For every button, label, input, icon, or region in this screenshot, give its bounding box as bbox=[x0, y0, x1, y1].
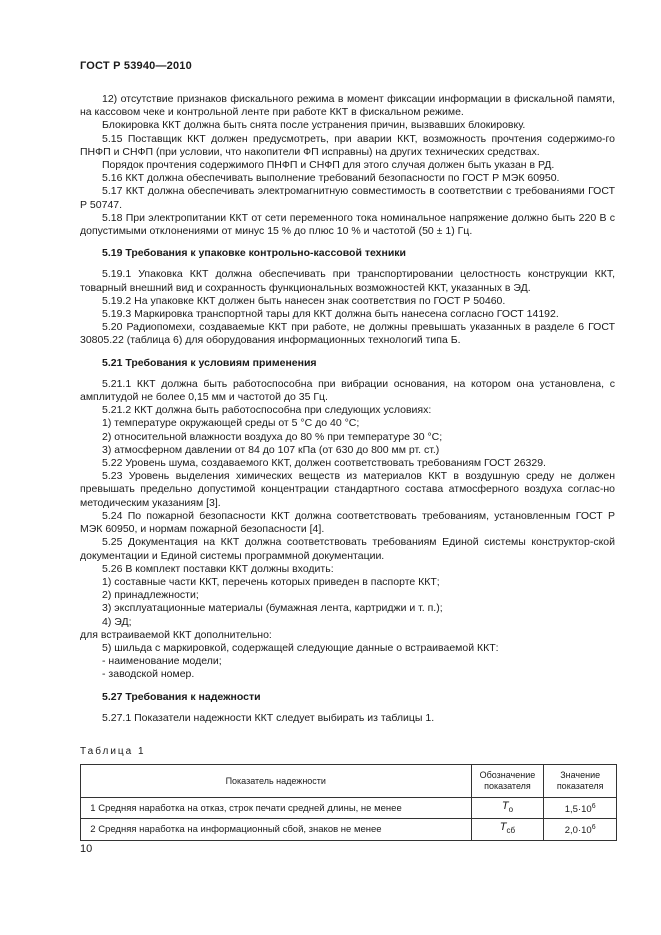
column-header: Показатель надежности bbox=[81, 765, 472, 798]
table-header-row bbox=[81, 765, 617, 798]
table-row bbox=[81, 798, 617, 819]
table-cell-value bbox=[544, 819, 617, 840]
list-item: 3) атмосферном давлении от 84 до 107 кПа (от 630 до 800 мм рт. ст.) bbox=[102, 443, 440, 456]
list-item: 1) температуре окружающей среды от 5 °С до 40 °С; bbox=[102, 417, 360, 430]
paragraph: 5.21.1 ККТ должна быть работоспособна при вибрации основания, на котором она установлена, с амплитудой не более 0,15 мм и частотой до 35 Гц. bbox=[80, 377, 615, 404]
table-caption: Таблица 1 bbox=[80, 745, 146, 757]
paragraph: 5.19.2 На упаковке ККТ должен быть нанесен знак соответствия по ГОСТ Р 50460. bbox=[102, 294, 506, 307]
list-item: 4) ЭД; bbox=[102, 615, 132, 628]
list-item: 1) составные части ККТ, перечень которых приведен в паспорте ККТ; bbox=[102, 575, 440, 588]
paragraph: 5.20 Радиопомехи, создаваемые ККТ при работе, не должны превышать указанных в разделе 6 ГОСТ 30805.22 (таблица 6) для оборудования информационных технологий типа Б. bbox=[80, 321, 615, 347]
page-header: ГОСТ Р 53940—2010 bbox=[80, 60, 192, 72]
reliability-table bbox=[80, 764, 617, 840]
paragraph: 5.19.3 Маркировка транспортной тары для ККТ должна быть нанесена согласно ГОСТ 14192. bbox=[102, 308, 559, 321]
page-number: 10 bbox=[80, 843, 93, 855]
section-heading: 5.27 Требования к надежности bbox=[102, 690, 261, 703]
section-heading: 5.19 Требования к упаковке контрольно-кассовой техники bbox=[102, 247, 407, 260]
paragraph: для встраиваемой ККТ дополнительно: bbox=[80, 628, 272, 641]
paragraph: 5.19.1 Упаковка ККТ должна обеспечивать при транспортировании целостность конструкции ККТ, товарный внешний вид и сохранность функциональных возможностей ККТ, указанных в ЭД. bbox=[80, 268, 615, 294]
column-header: Значение показателя bbox=[544, 765, 617, 798]
value: 1,5·10 bbox=[564, 804, 592, 816]
value: 2,0·10 bbox=[564, 825, 592, 837]
table-cell-value bbox=[544, 798, 617, 819]
paragraph: 5.25 Документация на ККТ должна соответствовать требованиям Единой системы конструктор-ской документации и Единой системы программной документации. bbox=[80, 536, 615, 562]
section-heading: 5.21 Требования к условиям применения bbox=[102, 356, 317, 369]
paragraph: 5.17 ККТ должна обеспечивать электромагнитную совместимость в соответствии с требованиями ГОСТ Р 50747. bbox=[80, 185, 615, 211]
paragraph: 5.23 Уровень выделения химических веществ из материалов ККТ в воздушную среду не должен превышать предельно допустимой концентрации стандартного состава атмосферного воздуха соглас-но методическим указаниям [3]. bbox=[80, 470, 615, 509]
paragraph: 5.27.1 Показатели надежности ККТ следует выбирать из таблицы 1. bbox=[102, 711, 435, 724]
list-item: 2) относительной влажности воздуха до 80 % при температуре 30 °С; bbox=[102, 430, 443, 443]
list-item: 5) шильда с маркировкой, содержащей следующие данные о встраиваемой ККТ: bbox=[102, 641, 499, 654]
list-item: 3) эксплуатационные материалы (бумажная лента, картриджи и т. п.); bbox=[102, 602, 443, 615]
list-item: 2) принадлежности; bbox=[102, 589, 199, 602]
table-cell-symbol bbox=[471, 798, 544, 819]
symbol-subscript: сб bbox=[506, 826, 516, 836]
value-exponent: 6 bbox=[591, 824, 596, 832]
list-item: - наименование модели; bbox=[102, 655, 222, 668]
paragraph: Порядок прочтения содержимого ПНФП и СНФП для этого случая должен быть указан в РД. bbox=[102, 159, 555, 172]
symbol: T bbox=[499, 821, 507, 834]
paragraph: Блокировка ККТ должна быть снята после устранения причин, вызвавших блокировку. bbox=[102, 119, 526, 132]
row-label: 2 Средняя наработка на информационный сбой, знаков не менее bbox=[90, 823, 382, 835]
paragraph: 5.18 При электропитании ККТ от сети переменного тока номинальное напряжение должно быть 220 В с допустимыми отклонениями от минус 15 % до плюс 10 % и частотой (50 ± 1) Гц. bbox=[80, 211, 615, 238]
row-label: 1 Средняя наработка на отказ, строк печати средней длины, не менее bbox=[90, 802, 402, 814]
page-content bbox=[80, 93, 615, 841]
symbol: T bbox=[501, 800, 509, 813]
paragraph: 12) отсутствие признаков фискального режима в момент фиксации информации в фискальной памяти, на кассовом чеке и контрольной ленте при работе ККТ в фискальном режиме. bbox=[80, 93, 615, 119]
paragraph: 5.21.2 ККТ должна быть работоспособна при следующих условиях: bbox=[102, 404, 432, 417]
paragraph: 5.22 Уровень шума, создаваемого ККТ, должен соответствовать требованиям ГОСТ 26329. bbox=[102, 457, 546, 470]
table-cell-label bbox=[81, 819, 472, 840]
paragraph: 5.15 Поставщик ККТ должен предусмотреть, при аварии ККТ, возможность прочтения содержимо-го ПНФП и СНФП (при условии, что накопители ФП исправны) на других технических средствах. bbox=[80, 132, 615, 158]
table-row bbox=[81, 819, 617, 840]
paragraph: 5.16 ККТ должна обеспечивать выполнение требований безопасности по ГОСТ Р МЭК 60950. bbox=[102, 172, 560, 185]
paragraph: 5.24 По пожарной безопасности ККТ должна соответствовать требованиям, установленным ГОСТ Р МЭК 60950, и нормам пожарной безопасности [4]. bbox=[80, 509, 615, 536]
symbol-subscript: о bbox=[508, 805, 514, 815]
list-item: - заводской номер. bbox=[102, 668, 195, 681]
value-exponent: 6 bbox=[591, 803, 596, 811]
table-cell-label bbox=[81, 798, 472, 819]
column-header: Обозначение показателя bbox=[471, 765, 544, 798]
table-cell-symbol bbox=[471, 819, 544, 840]
paragraph: 5.26 В комплект поставки ККТ должны входить: bbox=[102, 562, 334, 575]
